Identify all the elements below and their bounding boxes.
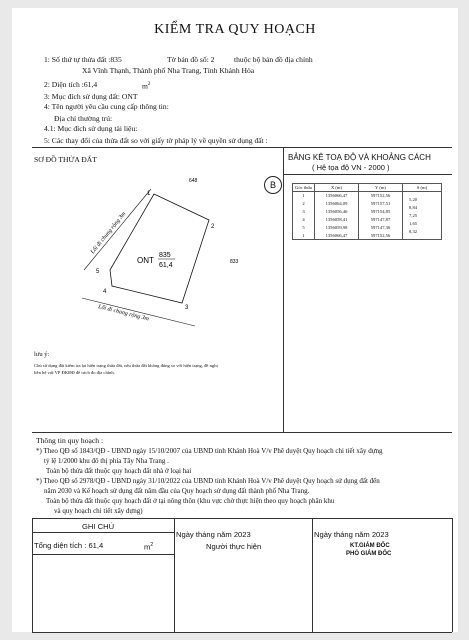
address: Xã Vĩnh Thạnh, Thành phố Nha Trang, Tỉnh Khánh Hòa bbox=[82, 66, 255, 75]
date-executor: Ngày tháng năm 2023 bbox=[176, 530, 251, 539]
planning-decision-1-line2: tỷ lệ 1/2000 khu đô thị phía Tây Nha Trang . bbox=[44, 457, 169, 465]
notes-label: GHI CHÚ bbox=[82, 522, 115, 531]
footer-top-border bbox=[32, 518, 452, 519]
notes-text-2: liên hệ với VP ĐKĐĐ để trích đo địa chính. bbox=[34, 370, 115, 375]
area-row-border bbox=[32, 554, 174, 555]
neighbour-parcel-top: 648 bbox=[189, 178, 198, 184]
table-row: 4 1356058,41 597147,87 1,65 bbox=[293, 216, 442, 224]
table-row: 3 1356056,46 597154,85 7,25 bbox=[293, 208, 442, 216]
date-director: Ngày tháng năm 2023 bbox=[314, 530, 389, 539]
footer-bottom-border bbox=[32, 632, 452, 633]
coordinates-table bbox=[292, 183, 442, 240]
vertex-3: 3 bbox=[185, 305, 189, 311]
cadastral-note: thuộc bộ bản đồ địa chính bbox=[234, 55, 313, 64]
map-sheet-number: Tờ bản đồ số: 2 bbox=[167, 55, 215, 64]
parcel-changes: 5: Các thay đổi của thửa đất so với giấy tờ pháp lý về quyền sử dụng đất : bbox=[44, 136, 268, 145]
parcel-type-label: ONT bbox=[137, 256, 154, 265]
document-purpose: 4.1: Mục đích sử dụng tài liệu: bbox=[44, 124, 138, 133]
col-header-corner: Góc thửa bbox=[293, 184, 315, 192]
planning-heading: Thông tin quy hoạch : bbox=[36, 436, 104, 445]
footer-divider-2 bbox=[312, 518, 313, 632]
planning-decision-1-result: Toàn bộ thửa đất thuộc quy hoạch đất nhà ở loại hai bbox=[46, 467, 192, 475]
director-title-1: KT.GIÁM ĐỐC bbox=[350, 543, 390, 549]
area-unit: $m^2$ bbox=[142, 81, 151, 91]
table-subtitle: ( Hệ tọa độ VN - 2000 ) bbox=[312, 163, 390, 172]
north-compass: B bbox=[264, 176, 282, 194]
section-divider-2 bbox=[32, 432, 452, 433]
area-label: 2: Diện tích :61,4 bbox=[44, 80, 98, 89]
document-page bbox=[12, 8, 458, 632]
total-area-unit: $m^2$ bbox=[144, 542, 154, 552]
land-use-purpose: 3: Mục đích sử dụng đất: ONT bbox=[44, 92, 138, 101]
table-row: 1 1356066,47 597152,56 5,20 bbox=[293, 192, 442, 200]
col-header-s: S (m) bbox=[403, 184, 442, 192]
table-top-border bbox=[283, 174, 452, 175]
road-label-top: Lối đi chung rộng 3m bbox=[89, 211, 128, 256]
parcel-area-label: 61,4 bbox=[159, 262, 173, 269]
vertex-1: 1 bbox=[147, 191, 151, 197]
table-row: 1 1356066,47 597152,56 bbox=[293, 232, 442, 240]
notes-text-1: Chủ sử dụng đất kiểm tra lại hiện trạng thửa đất, nếu thửa đất không đúng so với hiện trạng, đề nghị bbox=[34, 363, 218, 368]
director-title-2: PHÓ GIÁM ĐỐC bbox=[346, 551, 392, 557]
table-row: 2 1356064,09 597157,51 8,84 bbox=[293, 200, 442, 208]
table-title: BẢNG KÊ TOẠ ĐỘ VÀ KHOẢNG CÁCH bbox=[288, 153, 431, 162]
notes-heading: lưu ý: bbox=[34, 351, 50, 358]
footer-divider-1 bbox=[174, 518, 175, 632]
total-area: Tổng diện tích : 61,4 bbox=[34, 541, 104, 550]
vertex-2: 2 bbox=[211, 224, 215, 230]
notes-label-border bbox=[32, 532, 174, 533]
document-title: KIỂM TRA QUY HOẠCH bbox=[154, 22, 316, 37]
table-row: 5 1356059,98 597147,36 8,32 bbox=[293, 224, 442, 232]
parcel-boundary bbox=[110, 194, 209, 303]
requester-name: 4: Tên người yêu cầu cung cấp thông tin: bbox=[44, 102, 169, 111]
vertex-4: 4 bbox=[103, 289, 107, 295]
planning-decision-1: *) Theo QĐ số 1843/QĐ - UBND ngày 15/10/2007 của UBND tỉnh Khánh Hoà V/v Phê duyệt Quy hoạch chi tiết xây dựng bbox=[36, 447, 383, 455]
planning-decision-2: *) Theo QĐ số 2978/QĐ - UBND ngày 31/10/2022 của UBND tỉnh Khánh Hoà V/v Phê duyệt Quy hoạch sử dụng đất đến bbox=[36, 477, 380, 485]
footer-left-border bbox=[32, 518, 33, 632]
neighbour-parcel-right: 833 bbox=[230, 259, 239, 265]
planning-decision-2-result: Toàn bộ thửa đất thuộc quy hoạch đất ở tại nông thôn (khu vực chờ thực hiện theo quy hoạch phân khu bbox=[46, 497, 335, 505]
executor-label: Người thực hiện bbox=[206, 542, 262, 551]
planning-decision-2-line2: năm 2030 và Kế hoạch sử dụng đất năm đầu của Quy hoạch sử dụng đất thành phố Nha Trang. bbox=[44, 487, 310, 495]
col-header-x: X (m) bbox=[315, 184, 359, 192]
road-label-bottom: Lối đi chung rộng 3m bbox=[97, 304, 150, 323]
residence-address: Địa chỉ thường trú: bbox=[54, 114, 113, 123]
map-heading: SƠ ĐỒ THỬA ĐẤT bbox=[34, 155, 97, 164]
planning-decision-2-result-line2: và quy hoạch chi tiết xây dựng) bbox=[54, 507, 143, 515]
parcel-id-label: 835 bbox=[159, 252, 171, 259]
col-header-y: Y (m) bbox=[359, 184, 403, 192]
vertex-5: 5 bbox=[96, 269, 100, 275]
parcel-number: 1: Số thứ tự thửa đất :835 bbox=[44, 55, 122, 64]
footer-right-border bbox=[452, 518, 453, 632]
